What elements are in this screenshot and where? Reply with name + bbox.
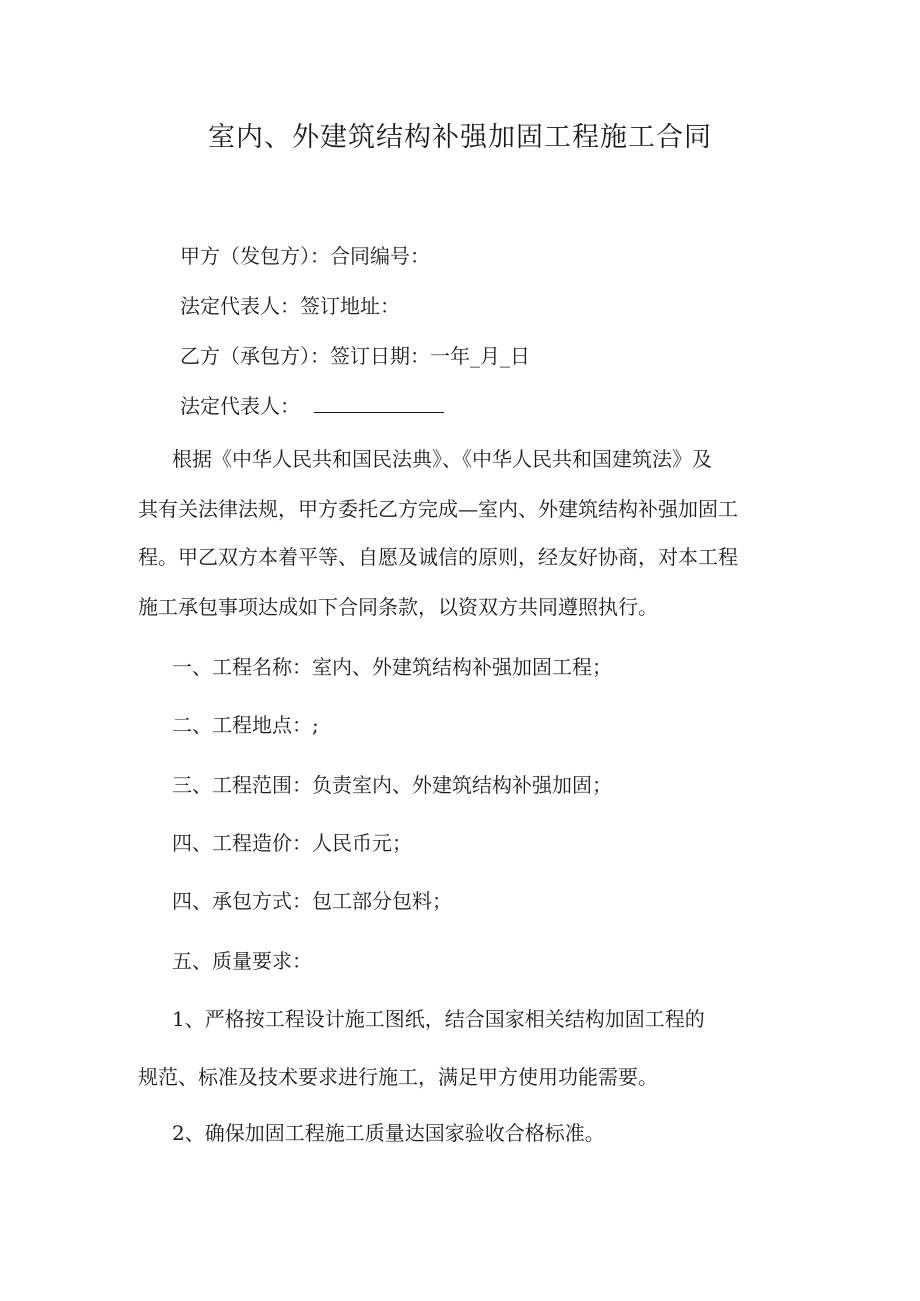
party-b-line: 乙方（承包方）：签订日期：一年_月_日 xyxy=(180,344,530,368)
clause-contract-method: 四、承包方式：包工部分包料； xyxy=(172,889,452,913)
legal-rep-b-label: 法定代表人： xyxy=(180,394,300,418)
legal-rep-b-line xyxy=(180,391,444,421)
document-title: 室内、外建筑结构补强加固工程施工合同 xyxy=(208,122,712,153)
intro-line-2: 其有关法律法规，甲方委托乙方完成—室内、外建筑结构补强加固工 xyxy=(138,497,738,521)
signature-blank xyxy=(314,392,444,413)
clause-project-location: 二、工程地点：; xyxy=(172,713,319,737)
clause-project-name: 一、工程名称：室内、外建筑结构补强加固工程； xyxy=(172,655,612,679)
legal-rep-a-line: 法定代表人：签订地址： xyxy=(180,294,400,318)
quality-item-1-line-1: 1、严格按工程设计施工图纸，结合国家相关结构加固工程的 xyxy=(172,1007,705,1031)
clause-project-cost: 四、工程造价：人民币元； xyxy=(172,831,412,855)
quality-item-2: 2、确保加固工程施工质量达国家验收合格标准。 xyxy=(172,1121,605,1145)
intro-line-3: 程。甲乙双方本着平等、自愿及诚信的原则，经友好协商，对本工程 xyxy=(138,545,738,569)
clause-quality-heading: 五、质量要求： xyxy=(172,949,312,973)
intro-line-1: 根据《中华人民共和国民法典》、《中华人民共和国建筑法》及 xyxy=(172,447,712,471)
quality-item-1-line-2: 规范、标准及技术要求进行施工，满足甲方使用功能需要。 xyxy=(138,1065,658,1089)
party-a-line: 甲方（发包方）：合同编号： xyxy=(180,244,430,268)
clause-project-scope: 三、工程范围：负责室内、外建筑结构补强加固； xyxy=(172,773,612,797)
intro-line-4: 施工承包事项达成如下合同条款，以资双方共同遵照执行。 xyxy=(138,595,658,619)
